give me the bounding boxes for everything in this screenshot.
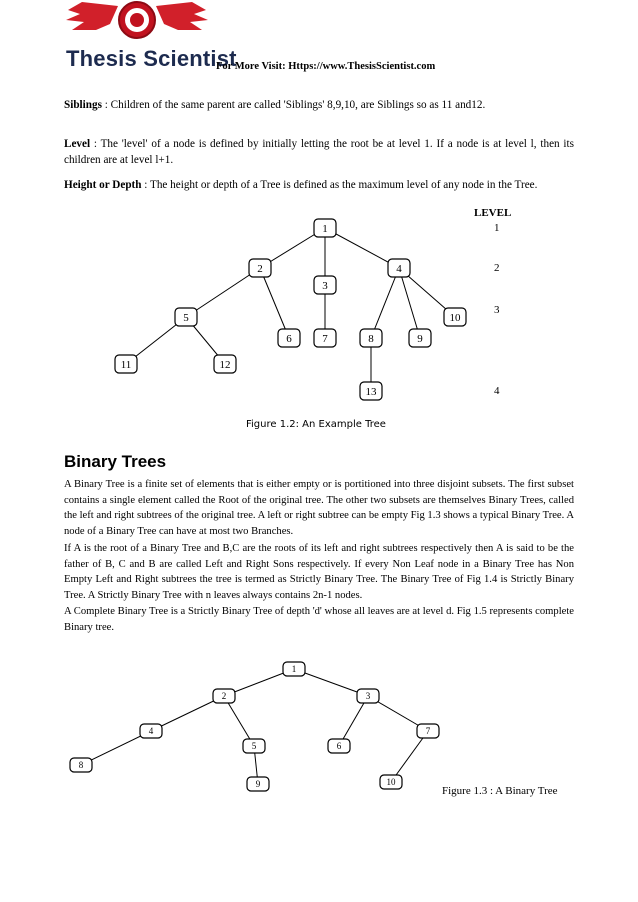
- tree-node-label: 10: [449, 311, 461, 324]
- siblings-definition: [64, 97, 574, 113]
- tree-node: [175, 308, 197, 326]
- tree-node-label: 2: [257, 262, 263, 275]
- binary-paragraph-1: A Binary Tree is a finite set of elements that is either empty or is portitioned into three disjoint subsets. The first subset contains a single element called the Root of the original tree. The other two subsets are themselves Binary Trees, called the left and right subtrees of the original tree. A left or right subtree can be empty Fig 1.3 shows a typical Binary Tree. A node of a Binary Tree can have at most two Branches.: [64, 479, 574, 537]
- level-definition: [64, 136, 574, 168]
- tree-node-label: 6: [336, 741, 342, 752]
- level-label: 4: [494, 385, 500, 397]
- siblings-text: : Children of the same parent are called 'Siblings' 8,9,10, are Siblings so as 11 and12.: [104, 99, 486, 111]
- tree-node-label: 11: [120, 358, 132, 371]
- tree-node-label: 3: [322, 279, 328, 292]
- tree-edge: [391, 731, 428, 782]
- tree-node-label: 5: [183, 311, 189, 324]
- tree-node-label: 13: [365, 385, 377, 398]
- figure-caption: Figure 1.3 : A Binary Tree: [442, 785, 558, 797]
- level-text: : The 'level' of a node is defined by initially letting the root be at level 1. If a node is at level l, then its children are at level l+1.: [64, 138, 574, 166]
- tree-node-label: 3: [365, 691, 371, 702]
- logo-emblem: [62, 0, 212, 46]
- tree-node: [278, 329, 300, 347]
- siblings-term: Siblings: [64, 99, 102, 111]
- tree-node: [417, 724, 439, 738]
- tree-node-label: 9: [417, 332, 423, 345]
- tree-node: [115, 355, 137, 373]
- level-term: Level: [64, 138, 91, 150]
- level-label: 1: [494, 222, 500, 234]
- tree-node: [213, 689, 235, 703]
- tree-node: [360, 382, 382, 400]
- tree-node: [249, 259, 271, 277]
- figure-caption: Figure 1.2: An Example Tree: [246, 419, 386, 430]
- tree-node-label: 2: [221, 691, 227, 702]
- tree-edge: [260, 268, 289, 338]
- tree-node: [328, 739, 350, 753]
- tree-node: [247, 777, 269, 791]
- tree-node: [243, 739, 265, 753]
- tree-node: [388, 259, 410, 277]
- tree-edge: [399, 268, 420, 338]
- tree-node: [140, 724, 162, 738]
- tree-node-label: 10: [386, 777, 396, 788]
- tree-node-label: 9: [255, 779, 261, 790]
- tree-node: [380, 775, 402, 789]
- tree-node: [360, 329, 382, 347]
- height-definition: [64, 177, 574, 193]
- height-text: : The height or depth of a Tree is defined as the maximum level of any node in the Tree.: [144, 179, 538, 191]
- tree-node: [314, 219, 336, 237]
- binary-paragraph-2: If A is the root of a Binary Tree and B,C are the roots of its left and right subtrees respectively then A is said to be the father of B, C and B are called Left and Right Sons respectively. If every Non Leaf node in a Binary Tree has Non Empty Left and Right subtrees the tree is termed as Strictly Binary Tree. The Binary Tree of Fig 1.4 is Strictly Binary Tree. A Strictly Binary Tree with n leaves always contains 2n-1 nodes.: [64, 543, 574, 601]
- tree-node: [314, 276, 336, 294]
- level-label: 3: [494, 304, 500, 316]
- binary-paragraph-3: A Complete Binary Tree is a Strictly Binary Tree of depth 'd' whose all leaves are at level d. Fig 1.5 represents complete Binary tree.: [64, 606, 574, 633]
- tree-node: [409, 329, 431, 347]
- tree-node-label: 8: [368, 332, 374, 345]
- tree-node: [314, 329, 336, 347]
- brand-logo-text: Thesis Scientist: [66, 46, 237, 71]
- tree-node-label: 12: [219, 358, 231, 371]
- tree-node-label: 1: [291, 664, 297, 675]
- tree-node-label: 8: [78, 760, 84, 771]
- tree-node: [444, 308, 466, 326]
- tree-edge: [186, 268, 260, 317]
- tree-node-label: 7: [425, 726, 431, 737]
- level-label: 2: [494, 262, 500, 274]
- example-tree-diagram: [0, 200, 638, 410]
- tree-edge: [371, 268, 399, 338]
- tree-node: [283, 662, 305, 676]
- tree-node: [357, 689, 379, 703]
- tree-node-label: 4: [396, 262, 402, 275]
- tree-node-label: 1: [322, 222, 328, 235]
- tree-node-label: 6: [286, 332, 292, 345]
- header-visit-link[interactable]: For More Visit: Https://www.ThesisScientist.com: [216, 61, 436, 72]
- tree-node: [70, 758, 92, 772]
- tree-node: [214, 355, 236, 373]
- section-heading: Binary Trees: [64, 452, 167, 471]
- height-term: Height or Depth: [64, 179, 142, 191]
- level-header: LEVEL: [474, 207, 512, 219]
- tree-node-label: 7: [322, 332, 328, 345]
- tree-node-label: 4: [148, 726, 154, 737]
- binary-tree-diagram: [0, 655, 638, 800]
- tree-node-label: 5: [251, 741, 257, 752]
